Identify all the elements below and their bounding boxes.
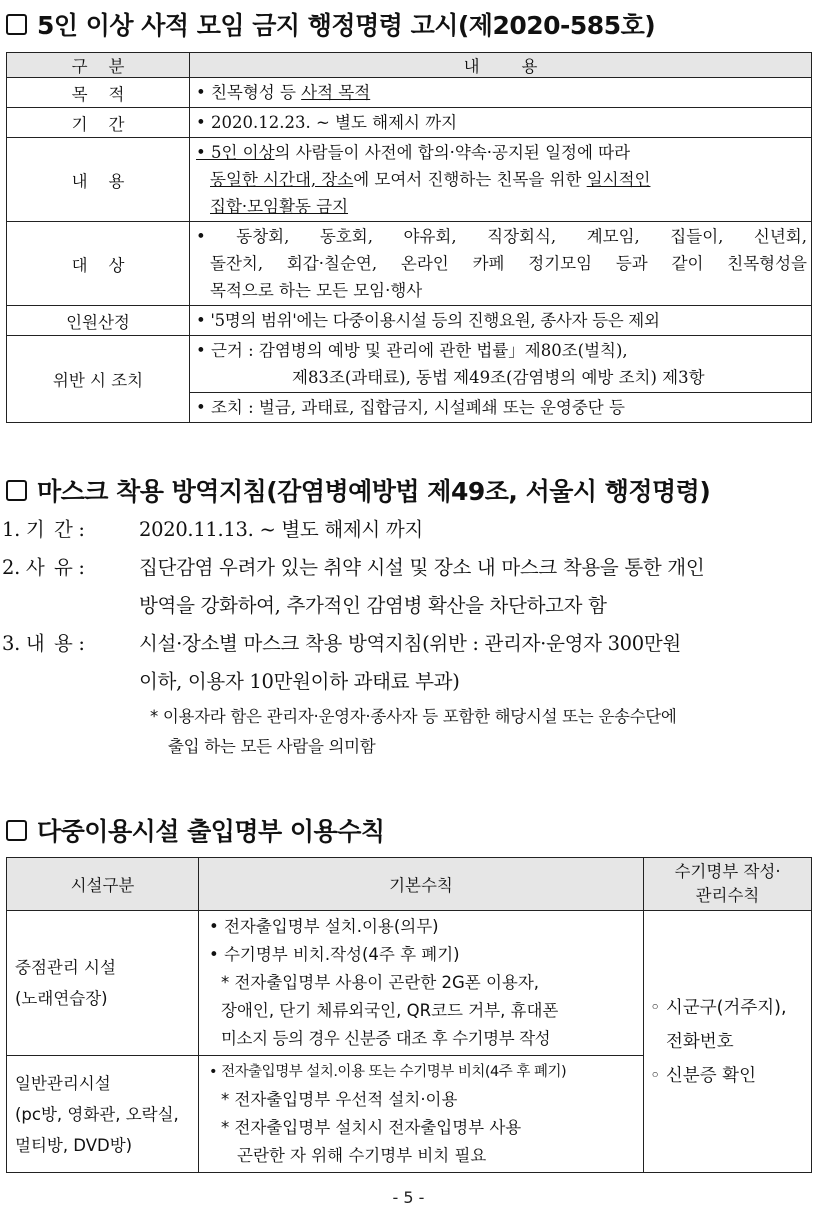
row-label: 목 적 bbox=[7, 78, 190, 108]
list-item: 2. 사 유 : 집단감염 우려가 있는 취약 시설 및 장소 내 마스크 착용을 통한 개인 bbox=[2, 556, 705, 579]
header-facility-type: 시설구분 bbox=[7, 858, 199, 911]
table-row-period bbox=[7, 108, 812, 138]
row-label: 내 용 bbox=[7, 138, 190, 222]
page-number: - 5 - bbox=[392, 1188, 425, 1207]
row-content: • 동창회, 동호회, 야유회, 직장회식, 계모임, 집들이, 신년회, 돌잔치, 회갑·칠순연, 온라인 카페 정기모임 등과 같이 친목형성을 목적으로 하는 모든 모임·행사 bbox=[190, 222, 812, 306]
header-handwritten-rules: 수기명부 작성· 관리수칙 bbox=[644, 858, 812, 911]
section3-title: 다중이용시설 출입명부 이용수칙 bbox=[6, 812, 385, 848]
row-content-basis: • 근거 : 감염병의 예방 및 관리에 관한 법률」제80조(벌칙), 제83조(과태료), 동법 제49조(감염병의 예방 조치) 제3항 bbox=[190, 336, 812, 393]
list-item: 3. 내 용 : 시설·장소별 마스크 착용 방역지침(위반 : 관리자·운영자 300만원 bbox=[2, 632, 681, 655]
table-row-headcount bbox=[7, 306, 812, 336]
list-item: 1. 기 간 : 2020.11.13. ~ 별도 해제시 까지 bbox=[2, 518, 423, 541]
row-label: 인원산정 bbox=[7, 306, 190, 336]
row-content: • 5인 이상의 사람들이 사전에 합의·약속·공지된 일정에 따라 동일한 시간대, 장소에 모여서 진행하는 친목을 위한 일시적인 집합·모임활동 금지 bbox=[190, 138, 812, 222]
row-label: 기 간 bbox=[7, 108, 190, 138]
table-row-target bbox=[7, 222, 812, 306]
list-item-continuation: 이하, 이용자 10만원이하 과태료 부과) bbox=[139, 670, 460, 693]
header-category: 구 분 bbox=[7, 53, 190, 78]
facility-rules: • 전자출입명부 설치.이용(의무) • 수기명부 비치.작성(4주 후 폐기) * 전자출입명부 사용이 곤란한 2G폰 이용자, 장애인, 단기 체류외국인, QR코드 거부, 휴대폰 미소지 등의 경우 신분증 대조 후 수기명부 작성 bbox=[199, 911, 644, 1056]
table-row-priority-facility bbox=[7, 911, 812, 1056]
facility-category: 일반관리시설 (pc방, 영화관, 오락실, 멀티방, DVD방) bbox=[7, 1056, 199, 1173]
admin-order-table bbox=[6, 52, 812, 423]
row-content: • 친목형성 등 사적 목적 bbox=[190, 78, 812, 108]
list-item-continuation: 방역을 강화하여, 추가적인 감염병 확산을 차단하고자 함 bbox=[139, 594, 607, 617]
table-row-content bbox=[7, 138, 812, 222]
section1-title: 5인 이상 사적 모임 금지 행정명령 고시(제2020-585호) bbox=[6, 6, 655, 42]
checkbox-square-icon bbox=[6, 14, 27, 35]
checkbox-square-icon bbox=[6, 820, 27, 841]
facility-category: 중점관리 시설 (노래연습장) bbox=[7, 911, 199, 1056]
row-label: 대 상 bbox=[7, 222, 190, 306]
table-header-row bbox=[7, 858, 812, 911]
handwritten-rules: ◦ 시군구(거주지), 전화번호 ◦ 신분증 확인 bbox=[644, 911, 812, 1173]
entry-log-rules-table bbox=[6, 857, 812, 1173]
table-row-violation-basis bbox=[7, 336, 812, 393]
footnote: * 이용자라 함은 관리자·운영자·종사자 등 포함한 해당시설 또는 운송수단에 bbox=[150, 707, 677, 726]
header-basic-rules: 기본수칙 bbox=[199, 858, 644, 911]
row-label: 위반 시 조치 bbox=[7, 336, 190, 423]
header-content: 내 용 bbox=[190, 53, 812, 78]
row-content: • 2020.12.23. ~ 별도 해제시 까지 bbox=[190, 108, 812, 138]
footnote-continuation: 출입 하는 모든 사람을 의미함 bbox=[168, 737, 376, 756]
row-content: • '5명의 범위'에는 다중이용시설 등의 진행요원, 종사자 등은 제외 bbox=[190, 306, 812, 336]
facility-rules: • 전자출입명부 설치.이용 또는 수기명부 비치(4주 후 폐기) * 전자출입명부 우선적 설치·이용 * 전자출입명부 설치시 전자출입명부 사용 곤란한 자 위해 수기명부 비치 필요 bbox=[199, 1056, 644, 1173]
section2-title: 마스크 착용 방역지침(감염병예방법 제49조, 서울시 행정명령) bbox=[6, 472, 710, 508]
row-content-action: • 조치 : 벌금, 과태료, 집합금지, 시설폐쇄 또는 운영중단 등 bbox=[190, 393, 812, 423]
checkbox-square-icon bbox=[6, 480, 27, 501]
table-header-row bbox=[7, 53, 812, 78]
table-row-purpose bbox=[7, 78, 812, 108]
